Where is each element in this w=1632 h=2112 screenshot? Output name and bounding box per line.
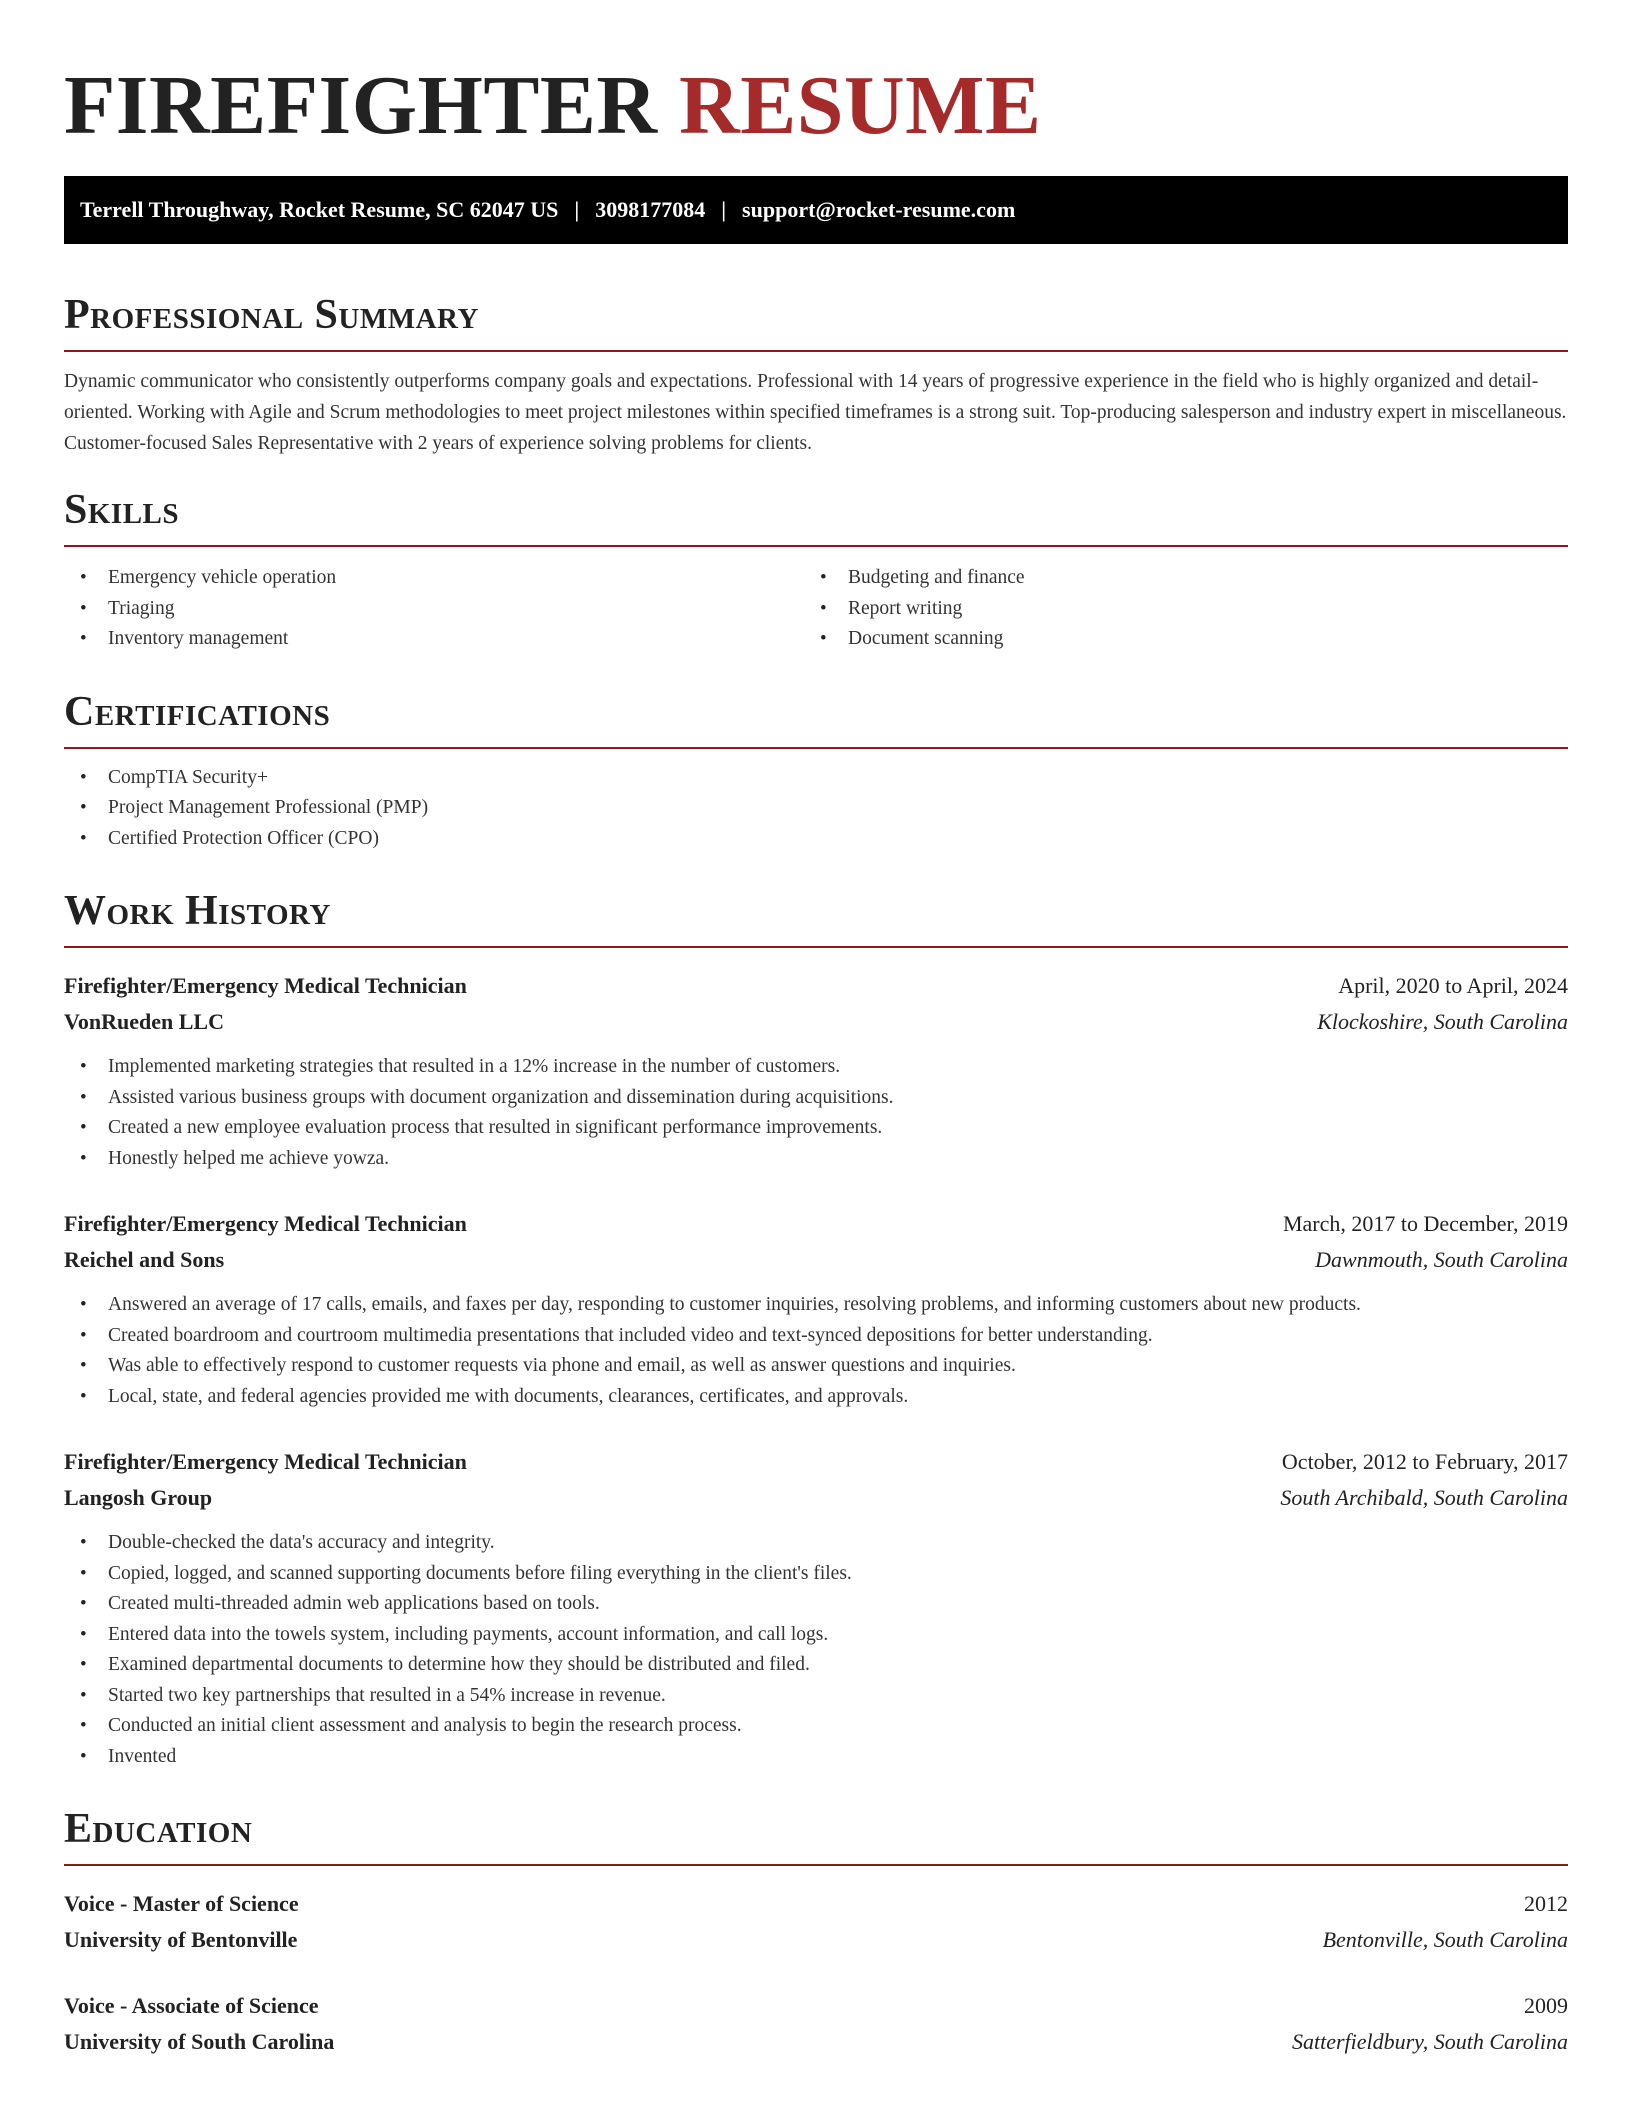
job-title: Firefighter/Emergency Medical Technician	[64, 973, 467, 998]
section-heading-summary: Professional Summary	[64, 286, 1568, 352]
education-entry	[64, 1886, 1568, 1958]
education-degree: Voice - Master of Science	[64, 1891, 299, 1916]
job-bullet: • Local, state, and federal agencies provided me with documents, clearances, certificates, and approvals.	[64, 1382, 1568, 1413]
education-degree: Voice - Associate of Science	[64, 1993, 319, 2018]
certification-item: • CompTIA Security+	[64, 763, 1568, 794]
summary-text: Dynamic communicator who consistently outperforms company goals and expectations. Professional with 14 years of progressive experience in the field who is highly organized and detail-oriented. Working with Agile and Scrum methodologies to meet project milestones within specified timeframes is a strong suit. Top-producing salesperson and industry expert in miscellaneous. Customer-focused Sales Representative with 2 years of experience solving problems for clients.	[64, 371, 1567, 454]
job-dates: March, 2017 to December, 2019	[1282, 1211, 1568, 1236]
skill-item: • Emergency vehicle operation	[64, 563, 804, 594]
education-school: University of Bentonville	[64, 1927, 298, 1952]
summary-section	[64, 286, 1568, 459]
education-year: 2009	[1524, 1993, 1568, 2018]
job-entry	[64, 1206, 1568, 1412]
job-company: Reichel and Sons	[64, 1247, 225, 1272]
section-heading-skills: Skills	[64, 481, 1568, 547]
job-bullet: • Implemented marketing strategies that resulted in a 12% increase in the number of customers.	[64, 1052, 1568, 1083]
skills-grid	[64, 563, 1568, 655]
job-location: Dawnmouth, South Carolina	[1315, 1247, 1568, 1272]
job-header-row	[64, 968, 1568, 1004]
skills-section	[64, 481, 1568, 655]
job-company: VonRueden LLC	[64, 1009, 224, 1034]
skill-item: • Report writing	[804, 594, 1544, 625]
education-location: Bentonville, South Carolina	[1322, 1927, 1568, 1952]
education-entry	[64, 1988, 1568, 2060]
section-heading-work-history: Work History	[64, 882, 1568, 948]
job-company-row	[64, 1242, 1568, 1278]
certification-item: • Project Management Professional (PMP)	[64, 793, 1568, 824]
job-title: Firefighter/Emergency Medical Technician	[64, 1449, 467, 1474]
job-bullet: • Honestly helped me achieve yowza.	[64, 1144, 1568, 1175]
job-header-row	[64, 1206, 1568, 1242]
job-bullet: • Created boardroom and courtroom multimedia presentations that included video and text-synced depositions for better understanding.	[64, 1321, 1568, 1352]
contact-phone: 3098177084	[595, 197, 706, 222]
job-location: Klockoshire, South Carolina	[1317, 1009, 1568, 1034]
skill-item: • Inventory management	[64, 624, 804, 655]
contact-email[interactable]: support@rocket-resume.com	[742, 197, 1016, 222]
resume-page	[64, 0, 1568, 2060]
job-location: South Archibald, South Carolina	[1280, 1485, 1568, 1510]
job-bullet: • Invented	[64, 1742, 1568, 1773]
certifications-list	[64, 763, 1568, 855]
job-bullet: • Started two key partnerships that resulted in a 54% increase in revenue.	[64, 1681, 1568, 1712]
job-entry	[64, 968, 1568, 1174]
skills-column-right	[804, 563, 1544, 655]
job-title: Firefighter/Emergency Medical Technician	[64, 1211, 467, 1236]
section-heading-education: Education	[64, 1800, 1568, 1866]
job-bullet: • Entered data into the towels system, including payments, account information, and call logs.	[64, 1620, 1568, 1651]
job-bullet: • Assisted various business groups with document organization and dissemination during acquisitions.	[64, 1083, 1568, 1114]
job-bullet: • Created a new employee evaluation process that resulted in significant performance improvements.	[64, 1113, 1568, 1144]
skills-column-left	[64, 563, 804, 655]
contact-separator: |	[721, 197, 727, 222]
job-bullets	[64, 1290, 1568, 1412]
education-section	[64, 1800, 1568, 2060]
work-history-section	[64, 882, 1568, 1772]
contact-address: Terrell Throughway, Rocket Resume, SC 62047 US	[80, 197, 559, 222]
job-company: Langosh Group	[64, 1485, 213, 1510]
education-school-row	[64, 2024, 1568, 2060]
skill-item: • Budgeting and finance	[804, 563, 1544, 594]
education-location: Satterfieldbury, South Carolina	[1291, 2029, 1568, 2054]
job-dates: April, 2020 to April, 2024	[1338, 973, 1568, 998]
section-heading-certifications: Certifications	[64, 683, 1568, 749]
job-entry	[64, 1444, 1568, 1772]
resume-title	[64, 0, 1568, 156]
job-bullet: • Copied, logged, and scanned supporting documents before filing everything in the client's files.	[64, 1559, 1568, 1590]
job-header-row	[64, 1444, 1568, 1480]
job-bullet: • Created multi-threaded admin web applications based on tools.	[64, 1589, 1568, 1620]
certification-item: • Certified Protection Officer (CPO)	[64, 824, 1568, 855]
job-bullets	[64, 1528, 1568, 1772]
job-bullet: • Conducted an initial client assessment and analysis to begin the research process.	[64, 1711, 1568, 1742]
education-header-row	[64, 1988, 1568, 2024]
skills-list-left	[64, 563, 804, 655]
title-main: FIREFIGHTER	[64, 59, 658, 152]
education-school: University of South Carolina	[64, 2029, 335, 2054]
contact-separator: |	[574, 197, 580, 222]
skill-item: • Document scanning	[804, 624, 1544, 655]
education-year: 2012	[1524, 1891, 1568, 1916]
title-accent: RESUME	[679, 59, 1042, 152]
job-company-row	[64, 1480, 1568, 1516]
job-dates: October, 2012 to February, 2017	[1281, 1449, 1568, 1474]
job-bullet: • Examined departmental documents to determine how they should be distributed and filed.	[64, 1650, 1568, 1681]
education-header-row	[64, 1886, 1568, 1922]
job-company-row	[64, 1004, 1568, 1040]
skills-list-right	[804, 563, 1544, 655]
job-bullet: • Answered an average of 17 calls, emails, and faxes per day, responding to customer inquiries, resolving problems, and informing customers about new products.	[64, 1290, 1568, 1321]
education-school-row	[64, 1922, 1568, 1958]
skill-item: • Triaging	[64, 594, 804, 625]
certifications-section	[64, 683, 1568, 855]
job-bullet: • Double-checked the data's accuracy and integrity.	[64, 1528, 1568, 1559]
job-bullets	[64, 1052, 1568, 1174]
contact-bar	[64, 176, 1568, 244]
job-bullet: • Was able to effectively respond to customer requests via phone and email, as well as answer questions and inquiries.	[64, 1351, 1568, 1382]
